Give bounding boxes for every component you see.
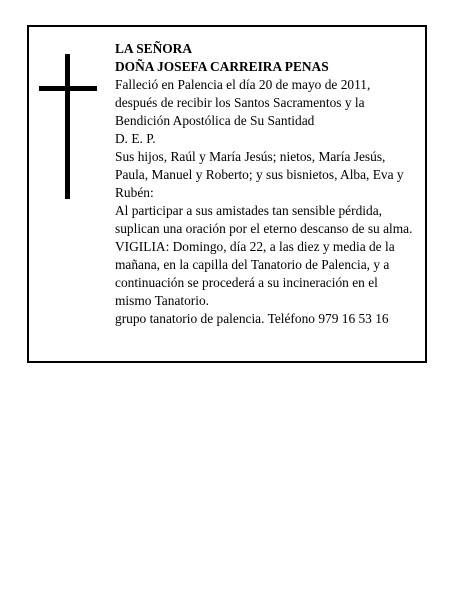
contact-line: grupo tanatorio de palencia. Teléfono 979 16 53 16	[115, 311, 389, 326]
rip-line: D. E. P.	[115, 131, 156, 146]
death-line-1: Falleció en Palencia el día 20 de mayo de 2011,	[115, 77, 371, 92]
obituary-notice	[27, 25, 427, 363]
cross-vertical-bar	[65, 54, 70, 199]
notice-heading: LA SEÑORA	[115, 41, 193, 56]
family-line-1: Sus hijos, Raúl y María Jesús; nietos, María Jesús,	[115, 149, 386, 164]
request-line-1: Al participar a sus amistades tan sensible pérdida,	[115, 203, 382, 218]
deceased-name: DOÑA JOSEFA CARREIRA PENAS	[115, 59, 329, 74]
cross-icon	[39, 54, 99, 199]
request-line-2: suplican una oración por el eterno descanso de su alma.	[115, 221, 413, 236]
family-line-2: Paula, Manuel y Roberto; y sus bisnietos, Alba, Eva y	[115, 167, 404, 182]
vigil-line-1: VIGILIA: Domingo, día 22, a las diez y media de la	[115, 239, 395, 254]
cross-horizontal-bar	[39, 86, 97, 91]
vigil-line-2: mañana, en la capilla del Tanatorio de Palencia, y a	[115, 257, 390, 272]
notice-text	[115, 40, 427, 328]
vigil-line-4: mismo Tanatorio.	[115, 293, 210, 308]
death-line-2: después de recibir los Santos Sacramentos y la	[115, 95, 365, 110]
death-line-3: Bendición Apostólica de Su Santidad	[115, 113, 315, 128]
family-line-3: Rubén:	[115, 185, 154, 200]
vigil-line-3: continuación se procederá a su incineración en el	[115, 275, 378, 290]
